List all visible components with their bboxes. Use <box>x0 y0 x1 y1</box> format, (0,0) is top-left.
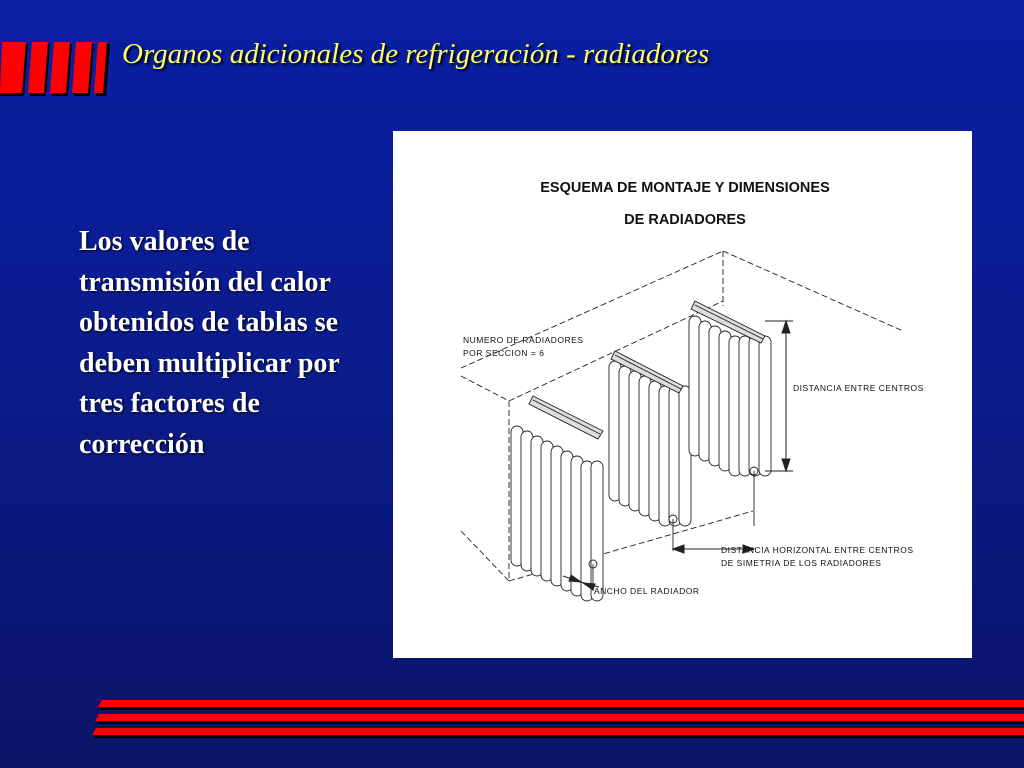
radiator-1 <box>511 396 603 601</box>
diagram-heading-line1: ESQUEMA DE MONTAJE Y DIMENSIONES <box>540 180 830 196</box>
label-center-distance: DISTANCIA ENTRE CENTROS <box>793 383 924 393</box>
label-number-line2: POR SECCION = 6 <box>463 348 545 358</box>
bottom-stripes <box>0 697 1024 739</box>
label-width: ANCHO DEL RADIADOR <box>594 586 700 596</box>
label-horizontal-line1: DISTANCIA HORIZONTAL ENTRE CENTROS <box>721 545 914 555</box>
radiator-2 <box>609 351 691 526</box>
label-horizontal-line2: DE SIMETRIA DE LOS RADIADORES <box>721 558 882 568</box>
slide-title: Organos adicionales de refrigeración - radiadores <box>122 38 710 70</box>
radiator-diagram <box>393 131 972 658</box>
logo-bars <box>0 42 110 98</box>
body-text: Los valores de transmisión del calor obtenidos de tablas se deben multiplicar por tres factores de corrección <box>79 226 340 460</box>
radiator-3 <box>689 301 771 476</box>
diagram-heading-line2: DE RADIADORES <box>624 212 746 228</box>
label-number-line1: NUMERO DE RADIADORES <box>463 335 584 345</box>
